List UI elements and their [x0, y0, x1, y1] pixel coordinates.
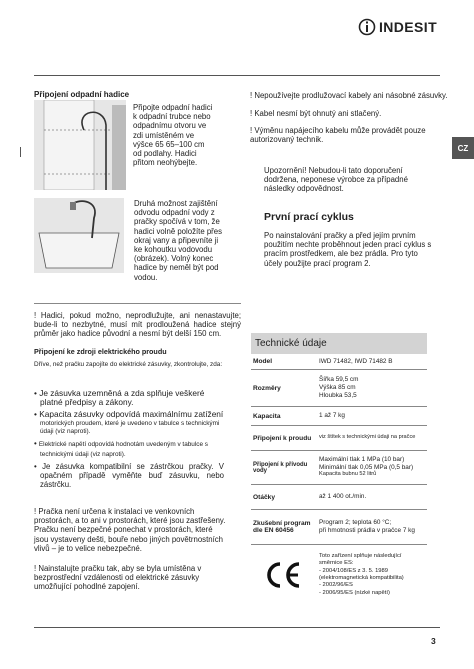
indesit-logo-icon	[358, 18, 376, 36]
hose-bath-figure	[34, 198, 124, 273]
table-row: Model IWD 71482, IWD 71482 B	[251, 354, 427, 370]
table-row-ce: Toto zařízení splňuje následující směrnice ES: - 2004/108/ES z 3. 5. 1989 (elektromagnetická kompatibilita) - 2002/96/ES - 2006/95/ES (nízké napětí)	[251, 545, 427, 605]
header-rule	[34, 75, 440, 76]
tech-data-table	[251, 333, 427, 605]
footer-rule	[34, 627, 440, 628]
table-row: Zkušební program dle EN 60456 Program 2; teplota 60 °C; při hmotnosti prádla v pračce 7 kg	[251, 510, 427, 545]
note-cable-bent: ! Kabel nesmí být ohnutý ani stlačený.	[250, 109, 382, 118]
list-item: • Je zásuvka kompatibilní se zástrčkou pračky. V opačném případě vyměňte buď zásuvku, nebo zástrčku.	[34, 461, 224, 490]
electric-title: Připojení ke zdroji elektrického proudu	[34, 347, 167, 356]
note-hose-extension: ! Hadici, pokud možno, neprodlužujte, ani nenastavujte; bude-li to nezbytné, musí mít prodloužená hadice stejný průměr jako hadice původní a nesmí být delší 150 cm.	[34, 311, 241, 339]
list-item: • Je zásuvka uzemněná a zda splňuje veškeré platné předpisy a zákony.	[34, 388, 205, 408]
note-extension-cables: ! Nepoužívejte prodlužovací kabely ani násobné zásuvky.	[250, 91, 448, 100]
list-item: • Kapacita zásuvky odpovídá maximálnímu zatížení	[34, 409, 224, 420]
list-item-continued: motorických proudem, které je uvedeno v tabulce s technickými údaji (viz naproti).	[40, 419, 220, 435]
brand-name: INDESIT	[379, 19, 438, 35]
page-number: 3	[431, 636, 436, 646]
tech-table-title: Technické údaje	[251, 333, 427, 354]
table-row: Otáčky až 1 400 ot./min.	[251, 485, 427, 510]
first-cycle-text: Po nainstalování pračky a před jejím prvním použitím nechte proběhnout jeden prací cyklus s pracím prostředkem, ale bez prádla. Pro tyto účely použijte prací program 2.	[264, 231, 432, 268]
hose-wall-figure	[34, 100, 126, 190]
electric-intro: Dříve, než pračku zapojíte do elektrické zásuvky, zkontrolujte, zda:	[34, 361, 223, 368]
electric-checklist	[34, 389, 224, 489]
note-cable-replace: ! Výměnu napájecího kabelu může provádět pouze autorizovaný technik.	[250, 126, 426, 145]
table-row: Kapacita 1 až 7 kg	[251, 407, 427, 426]
table-row: Rozměry Šířka 59,5 cm Výška 85 cm Hloubka 53,5	[251, 370, 427, 407]
note-plug: ! Nainstalujte pračku tak, aby se byla umístěna v bezprostřední vzdálenosti od elektrické zásuvky umožňující pohodlné zapojení.	[34, 564, 202, 592]
margin-mark	[20, 147, 21, 157]
warning-text: Upozornění! Nebudou-li tato doporučení dodržena, neponese výrobce za případné následky odpovědnost.	[264, 166, 408, 194]
list-item: • Elektrické napětí odpovídá hodnotám uvedeným v tabulce s technickými údaji (viz naproti).	[34, 438, 209, 458]
first-cycle-title: První prací cyklus	[264, 211, 354, 223]
note-outdoor: ! Pračka není určena k instalaci ve venkovních prostorách, a to ani v prostorách, které jsou zastřešeny. Pračku není bezpečné ponechat v prostorách, které jsou vystaveny dešti, bouře nebo jiných povětrnostních vlivů – je to velice nebezpečné.	[34, 507, 226, 553]
table-row: Připojení k proudu viz štítek s technickými údaji na pračce	[251, 426, 427, 451]
hose-text-1: Připojte odpadní hadici k odpadní trubce nebo odpadnímu otvoru ve zdi umístěném ve výšce 65 65–100 cm od podlahy. Hadici přitom neohýbejte.	[133, 103, 213, 168]
language-tab: CZ	[452, 137, 474, 159]
hose-title: Připojení odpadní hadice	[34, 90, 130, 99]
table-row: Připojení k přívodu vody Maximální tlak 1 MPa (10 bar) Minimální tlak 0,05 MPa (0,5 bar) Kapacita bubnu 52 litrů	[251, 451, 427, 485]
ce-mark-icon	[263, 560, 303, 590]
brand-logo	[358, 18, 437, 36]
section-rule	[34, 303, 241, 304]
hose-text-2: Druhá možnost zajištění odvodu odpadní vody z pračky spočívá v tom, že hadici volně položíte přes okraj vany a připevníte ji ke kohoutku vodovodu (obrázek). Volný konec hadice by neměl být pod vodou.	[134, 199, 222, 282]
